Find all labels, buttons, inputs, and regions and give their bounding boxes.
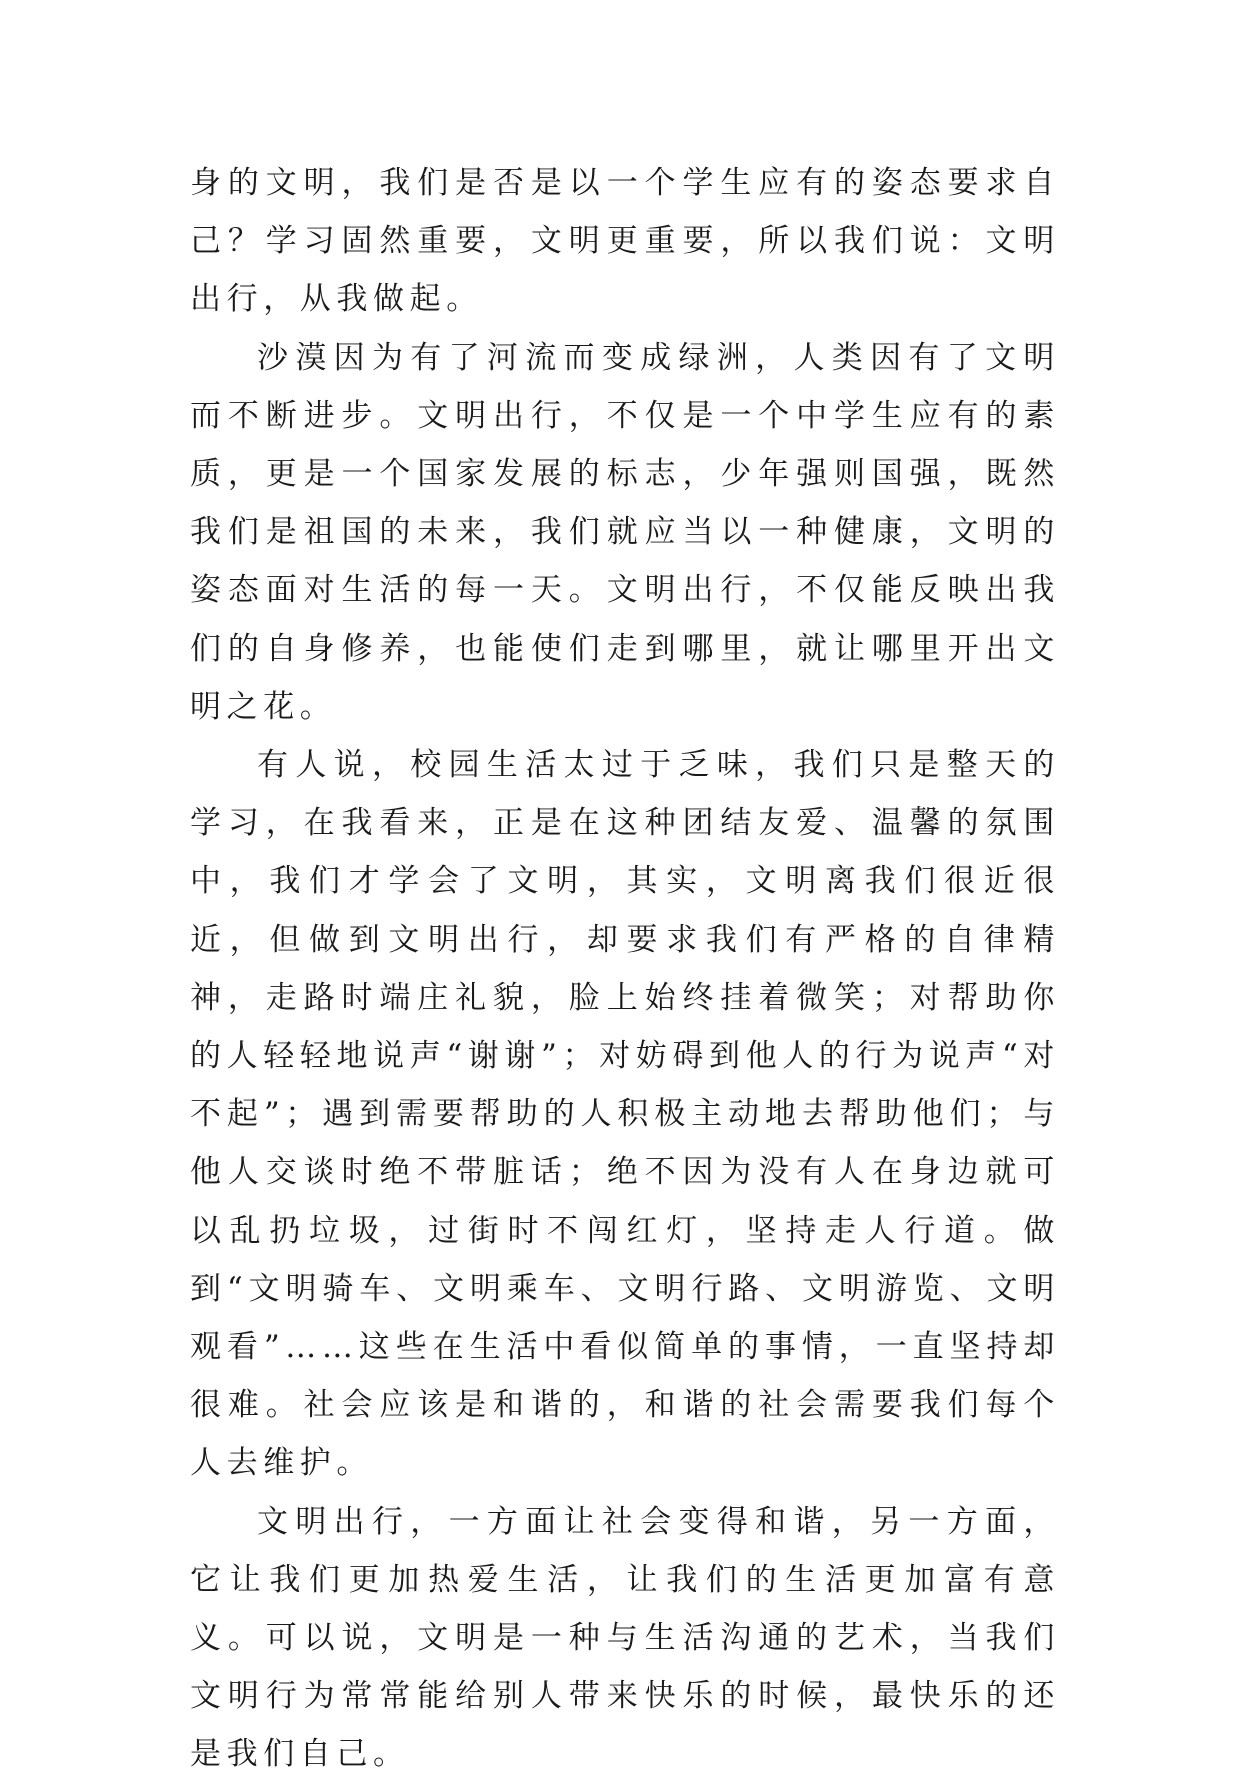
paragraph-2: 沙漠因为有了河流而变成绿洲，人类因有了文明而不断进步。文明出行，不仅是一个中学生应有的素质，更是一个国家发展的标志，少年强则国强，既然我们是祖国的未来，我们就应当以一种健康，文明的姿态面对生活的每一天。文明出行，不仅能反映出我们的自身修养，也能使们走到哪里，就让哪里开出文明之花。 (190, 339, 1060, 725)
paragraph-1: 身的文明，我们是否是以一个学生应有的姿态要求自己？学习固然重要，文明更重要，所以我们说：文明出行，从我做起。 (190, 165, 1060, 318)
paragraph-3: 有人说，校园生活太过于乏味，我们只是整天的学习，在我看来，正是在这种团结友爱、温馨的氛围中，我们才学会了文明，其实，文明离我们很近很近，但做到文明出行，却要求我们有严格的自律精神，走路时端庄礼貌，脸上始终挂着微笑；对帮助你的人轻轻地说声“谢谢”；对妨碍到他人的行为说声“对不起”；遇到需要帮助的人积极主动地去帮助他们；与他人交谈时绝不带脏话；绝不因为没有人在身边就可以乱扔垃圾，过街时不闯红灯，坚持走人行道。做到“文明骑车、文明乘车、文明行路、文明游览、文明观看”……这些在生活中看似简单的事情，一直坚持却很难。社会应该是和谐的，和谐的社会需要我们每个人去维护。 (190, 747, 1060, 1482)
document-body (190, 154, 1060, 1784)
paragraph-4: 文明出行，一方面让社会变得和谐，另一方面，它让我们更加热爱生活，让我们的生活更加富有意义。可以说，文明是一种与生活沟通的艺术，当我们文明行为常常能给别人带来快乐的时候，最快乐的还是我们自己。 (190, 1503, 1060, 1773)
